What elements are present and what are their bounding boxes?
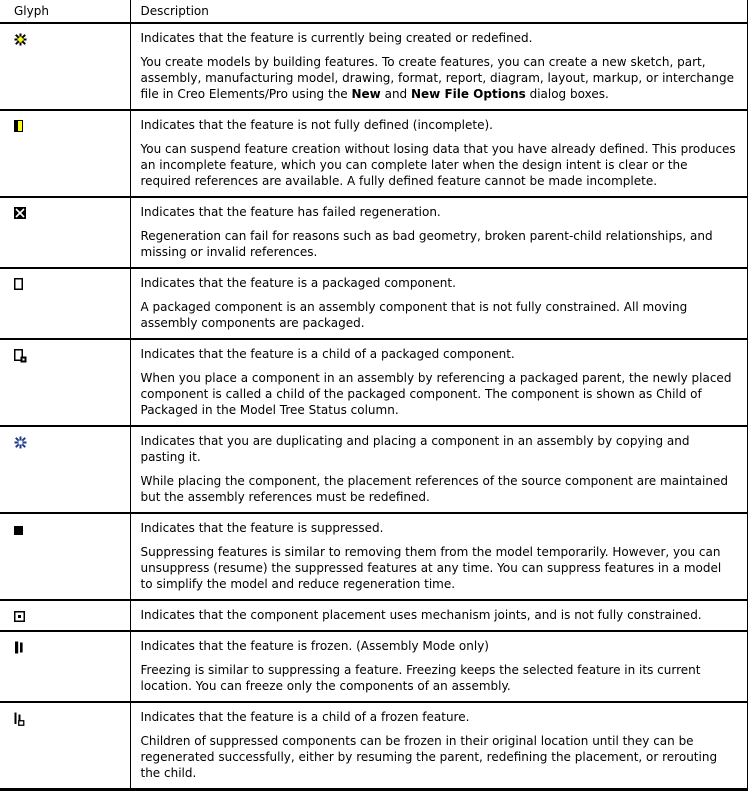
description-column-header: Description — [130, 0, 748, 23]
description-paragraph: Children of suppressed components can be frozen in their original location until they can be regenerated successfully, either by resuming the parent, redefining the placement, or rerouting the child. — [140, 734, 718, 780]
table-row — [0, 339, 748, 426]
header-row — [0, 0, 748, 23]
mechanism-joints-icon — [14, 611, 25, 622]
glyph-cell — [0, 631, 130, 702]
description-cell — [130, 702, 748, 790]
table-row — [0, 268, 748, 339]
description-paragraph: Indicates that the feature is not fully defined (incomplete). — [140, 118, 493, 132]
description-paragraph: Indicates that the feature is a packaged component. — [140, 276, 456, 290]
description-paragraph: Freezing is similar to suppressing a feature. Freezing keeps the selected feature in its current location. You can freeze only the components of an assembly. — [140, 663, 701, 693]
glyph-cell — [0, 513, 130, 600]
description-cell — [130, 600, 748, 631]
table-row — [0, 23, 748, 110]
description-cell — [130, 426, 748, 513]
description-paragraph: While placing the component, the placement references of the source component are maintained but the assembly references must be redefined. — [140, 474, 728, 504]
glyph-cell — [0, 268, 130, 339]
description-paragraph: Indicates that the feature has failed regeneration. — [140, 205, 441, 219]
description-cell — [130, 513, 748, 600]
table-row — [0, 600, 748, 631]
child-of-frozen-icon — [14, 712, 25, 726]
glyph-cell — [0, 197, 130, 268]
table-row — [0, 197, 748, 268]
description-paragraph: Suppressing features is similar to removing them from the model temporarily. However, you can unsuppress (resume) the suppressed features at any time. You can suppress features in a model to simplify the model and reduce regeneration time. — [140, 545, 722, 591]
table-row — [0, 631, 748, 702]
glyph-column-header: Glyph — [0, 0, 130, 23]
table-row — [0, 513, 748, 600]
child-of-packaged-icon — [14, 349, 27, 363]
glyph-cell — [0, 600, 130, 631]
glyph-cell — [0, 339, 130, 426]
description-paragraph: Indicates that you are duplicating and placing a component in an assembly by copying and pasting it. — [140, 434, 690, 464]
table-row — [0, 110, 748, 197]
description-paragraph: Indicates that the component placement uses mechanism joints, and is not fully constrained. — [140, 608, 702, 622]
failed-regeneration-icon — [14, 207, 26, 219]
glyph-cell — [0, 702, 130, 790]
description-cell — [130, 631, 748, 702]
description-paragraph: Indicates that the feature is frozen. (Assembly Mode only) — [140, 639, 489, 653]
glyph-cell — [0, 110, 130, 197]
description-paragraph: Indicates that the feature is a child of a frozen feature. — [140, 710, 470, 724]
frozen-feature-icon — [14, 641, 24, 654]
description-cell — [130, 268, 748, 339]
glyph-cell — [0, 23, 130, 110]
table-body — [0, 23, 748, 790]
description-cell — [130, 23, 748, 110]
incomplete-feature-icon — [14, 120, 23, 132]
packaged-component-icon — [14, 278, 23, 290]
copy-paste-component-icon — [14, 436, 27, 449]
glyph-cell — [0, 426, 130, 513]
description-paragraph: When you place a component in an assembly by referencing a packaged parent, the newly placed component is called a child of the packaged component. The component is shown as Child of Packaged in the Model Tree Status column. — [140, 371, 732, 417]
description-cell — [130, 110, 748, 197]
description-paragraph: A packaged component is an assembly component that is not fully constrained. All moving assembly components are packaged. — [140, 300, 688, 330]
description-paragraph: You can suspend feature creation without losing data that you have already defined. This produces an incomplete feature, which you can complete later when the design intent is clear or the required references are available. A fully defined feature cannot be made incomplete. — [140, 142, 736, 188]
description-paragraph: Indicates that the feature is currently being created or redefined. — [140, 31, 533, 45]
description-paragraph: Indicates that the feature is a child of a packaged component. — [140, 347, 515, 361]
description-paragraph: Indicates that the feature is suppressed. — [140, 521, 384, 535]
description-cell — [130, 339, 748, 426]
table-row — [0, 702, 748, 790]
description-paragraph: Regeneration can fail for reasons such as bad geometry, broken parent-child relationships, and missing or invalid references. — [140, 229, 713, 259]
description-cell — [130, 197, 748, 268]
creating-feature-icon — [14, 33, 27, 46]
table-row — [0, 426, 748, 513]
description-paragraph: You create models by building features. To create features, you can create a new sketch, part, assembly, manufacturing model, drawing, format, report, diagram, layout, markup, or interchange file in Creo Elements/Pro using the New and New File Options dialog boxes. — [140, 55, 734, 101]
suppressed-feature-icon — [14, 526, 23, 535]
